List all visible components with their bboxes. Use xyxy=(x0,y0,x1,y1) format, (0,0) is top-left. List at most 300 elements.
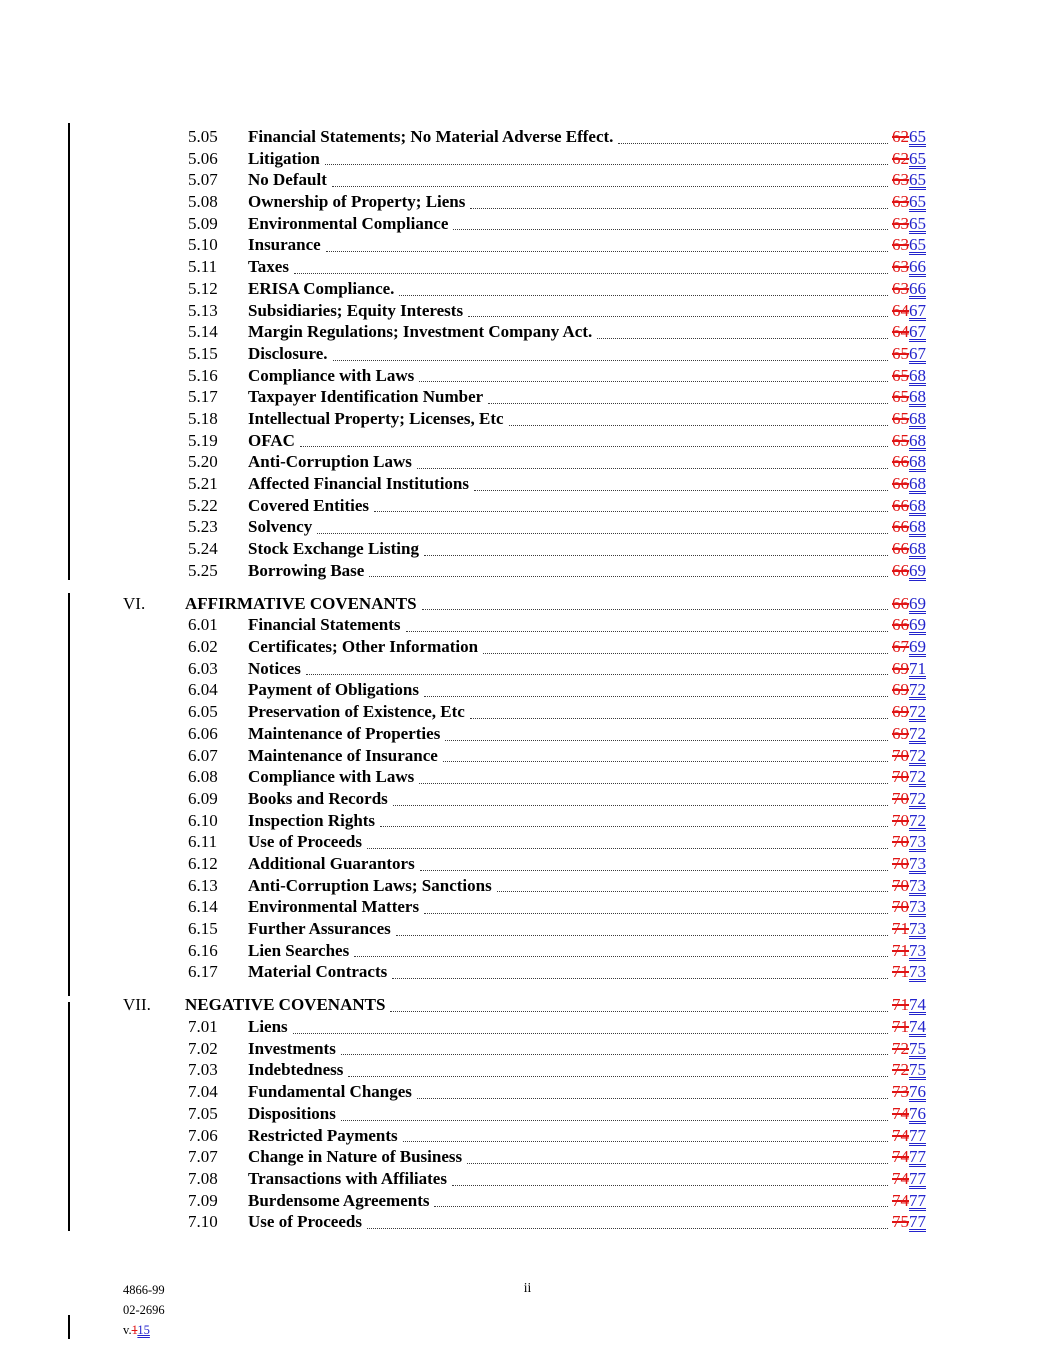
page-number-deleted: 74 xyxy=(892,1147,909,1167)
toc-item-row xyxy=(123,1059,926,1081)
toc-page-numbers xyxy=(892,961,926,983)
toc-section-number: 6.15 xyxy=(188,919,218,939)
page-number-inserted: 65 xyxy=(909,192,926,212)
toc-section-title: Compliance with Laws xyxy=(248,365,415,385)
toc-section-number: 6.14 xyxy=(188,897,218,917)
toc-section-number: 5.09 xyxy=(188,213,218,233)
page-number-deleted: 66 xyxy=(892,593,909,613)
change-bar xyxy=(68,1002,70,1231)
toc-item-row xyxy=(123,1038,926,1060)
toc-item-row xyxy=(123,473,926,495)
dot-leader xyxy=(354,956,888,957)
toc-item-row xyxy=(123,560,926,582)
toc-page-numbers xyxy=(892,701,926,723)
toc-section-title: Ownership of Property; Liens xyxy=(248,192,466,212)
page-number-inserted: 77 xyxy=(909,1212,926,1232)
toc-section-number: 6.09 xyxy=(188,788,218,808)
dot-leader xyxy=(317,533,888,534)
toc-section-title: Subsidiaries; Equity Interests xyxy=(248,300,464,320)
toc-item-row xyxy=(123,701,926,723)
toc-item-row xyxy=(123,875,926,897)
toc-section-title: Investments xyxy=(248,1038,336,1058)
toc-section-number: 6.17 xyxy=(188,962,218,982)
toc-section-number: 5.18 xyxy=(188,408,218,428)
dot-leader xyxy=(474,490,888,491)
page-number-inserted: 65 xyxy=(909,170,926,190)
toc-section-title: Certificates; Other Information xyxy=(248,637,479,657)
page-number-deleted: 65 xyxy=(892,408,909,428)
toc-page-numbers xyxy=(892,1168,926,1190)
toc-section-number: 7.08 xyxy=(188,1168,218,1188)
toc-item-row xyxy=(123,169,926,191)
toc-page-numbers xyxy=(892,788,926,810)
toc-section-title: Inspection Rights xyxy=(248,810,376,830)
page-number-deleted: 72 xyxy=(892,1038,909,1058)
toc-section-title: Change in Nature of Business xyxy=(248,1147,463,1167)
toc-section-title: Lien Searches xyxy=(248,940,350,960)
page-number-inserted: 68 xyxy=(909,474,926,493)
page-number-inserted: 68 xyxy=(909,430,926,450)
toc-section-number: 6.10 xyxy=(188,810,218,830)
dot-leader xyxy=(470,208,888,209)
toc-section-number: 5.07 xyxy=(188,170,218,190)
change-bar xyxy=(68,123,70,580)
toc-item-row xyxy=(123,495,926,517)
toc-section-number: 5.19 xyxy=(188,430,218,450)
page-number-inserted: 68 xyxy=(909,539,926,559)
page-number-inserted: 76 xyxy=(909,1103,926,1123)
dot-leader xyxy=(403,1141,888,1142)
page-number-inserted: 65 xyxy=(909,148,926,168)
dot-leader xyxy=(293,1033,888,1034)
toc-page-numbers xyxy=(892,614,926,636)
toc-section-number: 6.01 xyxy=(188,615,218,635)
page-number-inserted: 68 xyxy=(909,495,926,515)
page-number-inserted: 75 xyxy=(909,1060,926,1080)
toc-item-row xyxy=(123,961,926,983)
page-number-inserted: 77 xyxy=(909,1125,926,1145)
toc-section-title: Financial Statements; No Material Adverse Effect. xyxy=(248,127,614,146)
toc-section-number: 7.01 xyxy=(188,1017,218,1037)
page-number-inserted: 72 xyxy=(909,767,926,787)
toc-item-row xyxy=(123,1190,926,1212)
toc-item-row xyxy=(123,918,926,940)
dot-leader xyxy=(341,1120,888,1121)
toc-page-numbers xyxy=(892,745,926,767)
toc-item-row xyxy=(123,658,926,680)
page-number-deleted: 66 xyxy=(892,615,909,635)
version-new-inserted: 15 xyxy=(137,1323,150,1337)
toc-section-number: VII. xyxy=(123,995,151,1015)
page-number-inserted: 69 xyxy=(909,637,926,657)
page-number-deleted: 70 xyxy=(892,875,909,895)
page-number-deleted: 74 xyxy=(892,1190,909,1210)
page-number-inserted: 66 xyxy=(909,278,926,298)
toc-section-number: 6.03 xyxy=(188,658,218,678)
toc-section-title: Disclosure. xyxy=(248,343,328,363)
page-number-inserted: 68 xyxy=(909,517,926,537)
toc-page-numbers xyxy=(892,1146,926,1168)
dot-leader xyxy=(509,425,888,426)
toc-item-row xyxy=(123,300,926,322)
dot-leader xyxy=(374,511,888,512)
toc-item-row xyxy=(123,430,926,452)
page-number-inserted: 72 xyxy=(909,810,926,830)
dot-leader xyxy=(443,761,888,762)
toc-section-number: 7.09 xyxy=(188,1190,218,1210)
toc-page-numbers xyxy=(892,679,926,701)
page-number-deleted: 69 xyxy=(892,680,909,700)
toc-section-number: 7.10 xyxy=(188,1212,218,1232)
dot-leader xyxy=(294,273,888,274)
page-number-deleted: 70 xyxy=(892,810,909,830)
toc-page-numbers xyxy=(892,994,926,1016)
page-number-deleted: 66 xyxy=(892,517,909,537)
toc-section-number: 5.10 xyxy=(188,235,218,255)
dot-leader xyxy=(417,1098,888,1099)
toc-item-row xyxy=(123,148,926,170)
toc-section-title: Stock Exchange Listing xyxy=(248,539,419,559)
page-number-deleted: 63 xyxy=(892,170,909,190)
toc-section-number: 6.11 xyxy=(188,832,218,852)
page-number-inserted: 76 xyxy=(909,1082,926,1102)
toc-page-numbers xyxy=(892,896,926,918)
toc-page-numbers xyxy=(892,1059,926,1081)
toc-section-title: Environmental Compliance xyxy=(248,213,449,233)
toc-section-number: 6.13 xyxy=(188,875,218,895)
toc-page-numbers xyxy=(892,169,926,191)
page-number-deleted: 65 xyxy=(892,387,909,407)
toc-page-numbers xyxy=(892,191,926,213)
toc-section-number: 5.12 xyxy=(188,278,218,298)
dot-leader xyxy=(406,631,888,632)
dot-leader xyxy=(399,295,888,296)
page-number-deleted: 66 xyxy=(892,495,909,515)
toc-section-number: 5.14 xyxy=(188,322,218,342)
toc-section-title: Taxpayer Identification Number xyxy=(248,387,484,407)
page-number-deleted: 65 xyxy=(892,365,909,385)
toc-item-row xyxy=(123,516,926,538)
toc-section-number: 5.17 xyxy=(188,387,218,407)
table-of-contents xyxy=(123,126,926,1233)
toc-page-numbers xyxy=(892,256,926,278)
page-number-deleted: 74 xyxy=(892,1103,909,1123)
page-number-deleted: 71 xyxy=(892,962,909,982)
toc-page-numbers xyxy=(892,853,926,875)
page-number-inserted: 71 xyxy=(909,658,926,678)
page-number-deleted: 67 xyxy=(892,637,909,657)
toc-item-row xyxy=(123,1016,926,1038)
toc-page-numbers xyxy=(892,1081,926,1103)
toc-section-title: Notices xyxy=(248,658,301,678)
page-number-inserted: 73 xyxy=(909,962,926,982)
toc-item-row xyxy=(123,1081,926,1103)
page-number-inserted: 65 xyxy=(909,213,926,233)
toc-section-number: 7.04 xyxy=(188,1082,218,1102)
page-number-inserted: 67 xyxy=(909,322,926,342)
toc-section-title: Taxes xyxy=(248,257,289,277)
toc-page-numbers xyxy=(892,810,926,832)
toc-page-numbers xyxy=(892,148,926,170)
page-number-inserted: 72 xyxy=(909,723,926,743)
dot-leader xyxy=(393,805,888,806)
toc-item-row xyxy=(123,191,926,213)
dot-leader xyxy=(468,316,888,317)
page-number-deleted: 74 xyxy=(892,1168,909,1188)
dot-leader xyxy=(419,783,888,784)
toc-section-number: 5.16 xyxy=(188,365,218,385)
toc-page-numbers xyxy=(892,658,926,680)
toc-item-row xyxy=(123,408,926,430)
page-number-inserted: 67 xyxy=(909,300,926,320)
toc-page-numbers xyxy=(892,831,926,853)
toc-section-title: Borrowing Base xyxy=(248,560,365,580)
page-number-deleted: 70 xyxy=(892,897,909,917)
page-number-inserted: 77 xyxy=(909,1147,926,1167)
page-number-deleted: 71 xyxy=(892,940,909,960)
dot-leader xyxy=(396,935,888,936)
toc-item-row xyxy=(123,1211,926,1233)
dot-leader xyxy=(392,978,888,979)
toc-section-number: 5.25 xyxy=(188,560,218,580)
toc-section-number: 6.06 xyxy=(188,723,218,743)
toc-section-number: 5.15 xyxy=(188,343,218,363)
toc-section-number: 7.07 xyxy=(188,1147,218,1167)
toc-item-row xyxy=(123,831,926,853)
toc-section-number: 6.12 xyxy=(188,853,218,873)
toc-section-title: Anti-Corruption Laws xyxy=(248,452,412,472)
document-version-line xyxy=(123,1320,165,1340)
toc-section-title: Preservation of Existence, Etc xyxy=(248,702,465,722)
toc-item-row xyxy=(123,1103,926,1125)
toc-section-title: Maintenance of Insurance xyxy=(248,745,438,765)
version-old-deleted: 1 xyxy=(131,1323,138,1337)
page-number-deleted: 70 xyxy=(892,745,909,765)
dot-leader xyxy=(470,718,888,719)
page-number-inserted: 69 xyxy=(909,593,926,613)
toc-section-title: Material Contracts xyxy=(248,962,388,982)
toc-page-numbers xyxy=(892,473,926,495)
toc-section-number: 7.03 xyxy=(188,1060,218,1080)
toc-section-number: 6.16 xyxy=(188,940,218,960)
toc-item-row xyxy=(123,614,926,636)
toc-section-title: Affected Financial Institutions xyxy=(248,474,469,493)
page-number-deleted: 63 xyxy=(892,192,909,212)
toc-page-numbers xyxy=(892,430,926,452)
dot-leader xyxy=(341,1054,888,1055)
toc-section-title: Fundamental Changes xyxy=(248,1082,412,1102)
toc-item-row xyxy=(123,365,926,387)
page-number-inserted: 73 xyxy=(909,940,926,960)
toc-section-number: VI. xyxy=(123,593,146,613)
dot-leader xyxy=(618,143,888,144)
toc-page-numbers xyxy=(892,343,926,365)
toc-section-title: Litigation xyxy=(248,148,320,168)
dot-leader xyxy=(420,870,888,871)
document-id-line1: 4866-99 xyxy=(123,1283,165,1297)
toc-page-numbers xyxy=(892,495,926,517)
toc-section-number: 5.05 xyxy=(188,127,218,146)
toc-section-title: Payment of Obligations xyxy=(248,680,419,700)
toc-item-row xyxy=(123,940,926,962)
toc-page-numbers xyxy=(892,1016,926,1038)
dot-leader xyxy=(483,653,888,654)
page-number-inserted: 69 xyxy=(909,560,926,580)
page-number-inserted: 73 xyxy=(909,919,926,939)
toc-page-numbers xyxy=(892,875,926,897)
page-number-deleted: 73 xyxy=(892,1082,909,1102)
dot-leader xyxy=(424,913,888,914)
toc-page-numbers xyxy=(892,593,926,615)
toc-item-row xyxy=(123,278,926,300)
page-number-deleted: 71 xyxy=(892,919,909,939)
toc-section-number: 6.08 xyxy=(188,767,218,787)
page-number-inserted: 68 xyxy=(909,452,926,472)
page-number-deleted: 65 xyxy=(892,430,909,450)
toc-section-title: Environmental Matters xyxy=(248,897,420,917)
toc-section-title: AFFIRMATIVE COVENANTS xyxy=(185,593,417,613)
page-number-deleted: 64 xyxy=(892,300,909,320)
toc-section-number: 6.07 xyxy=(188,745,218,765)
page-number-deleted: 74 xyxy=(892,1125,909,1145)
toc-section-number: 5.23 xyxy=(188,517,218,537)
toc-page-numbers xyxy=(892,560,926,582)
page-number-deleted: 71 xyxy=(892,995,909,1015)
page-number-deleted: 63 xyxy=(892,257,909,277)
dot-leader xyxy=(369,576,888,577)
toc-page-numbers xyxy=(892,918,926,940)
dot-leader xyxy=(452,1185,888,1186)
dot-leader xyxy=(497,891,888,892)
toc-page-numbers xyxy=(892,278,926,300)
dot-leader xyxy=(417,468,888,469)
toc-item-row xyxy=(123,636,926,658)
page-number-deleted: 63 xyxy=(892,235,909,255)
page-number: ii xyxy=(523,1280,532,1295)
dot-leader xyxy=(488,403,888,404)
dot-leader xyxy=(419,381,888,382)
toc-section-title: Restricted Payments xyxy=(248,1125,398,1145)
toc-item-row xyxy=(123,234,926,256)
toc-section-title: Intellectual Property; Licenses, Etc xyxy=(248,408,504,428)
toc-page-numbers xyxy=(892,126,926,148)
toc-section-number: 7.02 xyxy=(188,1038,218,1058)
toc-page-numbers xyxy=(892,538,926,560)
toc-section-number: 5.13 xyxy=(188,300,218,320)
page-number-deleted: 75 xyxy=(892,1212,909,1232)
page-number-deleted: 72 xyxy=(892,1060,909,1080)
toc-item-row xyxy=(123,745,926,767)
page-number-inserted: 72 xyxy=(909,745,926,765)
page-number-deleted: 69 xyxy=(892,702,909,722)
page-number-deleted: 71 xyxy=(892,1017,909,1037)
toc-section-title: Compliance with Laws xyxy=(248,767,415,787)
change-bar xyxy=(68,593,70,996)
toc-section-title: Margin Regulations; Investment Company Act. xyxy=(248,322,593,342)
toc-page-numbers xyxy=(892,636,926,658)
page-number-deleted: 69 xyxy=(892,658,909,678)
toc-section-title: Maintenance of Properties xyxy=(248,723,441,743)
toc-section-title: Dispositions xyxy=(248,1103,336,1123)
toc-section-number: 6.05 xyxy=(188,702,218,722)
dot-leader xyxy=(348,1076,888,1077)
toc-item-row xyxy=(123,256,926,278)
toc-section-title: Solvency xyxy=(248,517,313,537)
page-number-inserted: 68 xyxy=(909,408,926,428)
toc-section-number: 7.05 xyxy=(188,1103,218,1123)
page-number-inserted: 72 xyxy=(909,702,926,722)
toc-page-numbers xyxy=(892,300,926,322)
toc-section-number: 6.02 xyxy=(188,637,218,657)
page-number-deleted: 70 xyxy=(892,832,909,852)
page-number-inserted: 68 xyxy=(909,365,926,385)
toc-page-numbers xyxy=(892,1038,926,1060)
dot-leader xyxy=(453,229,888,230)
dot-leader xyxy=(333,360,889,361)
document-id-line2: 02-2696 xyxy=(123,1303,165,1317)
toc-section-title: OFAC xyxy=(248,430,295,450)
toc-item-row xyxy=(123,788,926,810)
page-number-inserted: 77 xyxy=(909,1190,926,1210)
toc-part-row xyxy=(123,593,926,615)
toc-page-numbers xyxy=(892,1103,926,1125)
toc-item-row xyxy=(123,1125,926,1147)
toc-item-row xyxy=(123,723,926,745)
toc-item-row xyxy=(123,1168,926,1190)
toc-section-title: Use of Proceeds xyxy=(248,1212,362,1232)
dot-leader xyxy=(597,338,888,339)
page-number-deleted: 63 xyxy=(892,278,909,298)
dot-leader xyxy=(306,674,888,675)
change-bar-footer xyxy=(68,1315,70,1339)
toc-section-number: 5.22 xyxy=(188,495,218,515)
toc-section-title: No Default xyxy=(248,170,327,190)
toc-page-numbers xyxy=(892,451,926,473)
page-number-inserted: 66 xyxy=(909,257,926,277)
toc-item-row xyxy=(123,538,926,560)
page-number-inserted: 75 xyxy=(909,1038,926,1058)
dot-leader xyxy=(380,826,888,827)
toc-section-title: Transactions with Affiliates xyxy=(248,1168,447,1188)
toc-item-row xyxy=(123,1146,926,1168)
toc-section-number: 5.11 xyxy=(188,257,218,277)
toc-page-numbers xyxy=(892,516,926,538)
toc-page-numbers xyxy=(892,408,926,430)
toc-section-title: Financial Statements xyxy=(248,615,401,635)
dot-leader xyxy=(434,1206,888,1207)
page-number-deleted: 70 xyxy=(892,853,909,873)
page-number-inserted: 73 xyxy=(909,832,926,852)
toc-page-numbers xyxy=(892,365,926,387)
toc-section-title: ERISA Compliance. xyxy=(248,278,395,298)
toc-section-number: 5.21 xyxy=(188,474,218,493)
toc-section-title: Books and Records xyxy=(248,788,388,808)
dot-leader xyxy=(325,164,888,165)
toc-page-numbers xyxy=(892,940,926,962)
page-number-inserted: 72 xyxy=(909,680,926,700)
page-number-deleted: 63 xyxy=(892,213,909,233)
page-number-inserted: 69 xyxy=(909,615,926,635)
dot-leader xyxy=(300,446,888,447)
page-number-inserted: 73 xyxy=(909,875,926,895)
page-number-deleted: 69 xyxy=(892,723,909,743)
toc-section-title: NEGATIVE COVENANTS xyxy=(185,995,386,1015)
toc-section-title: Further Assurances xyxy=(248,919,391,939)
toc-item-row xyxy=(123,321,926,343)
toc-item-row xyxy=(123,451,926,473)
dot-leader xyxy=(326,251,888,252)
toc-section-number: 5.06 xyxy=(188,148,218,168)
